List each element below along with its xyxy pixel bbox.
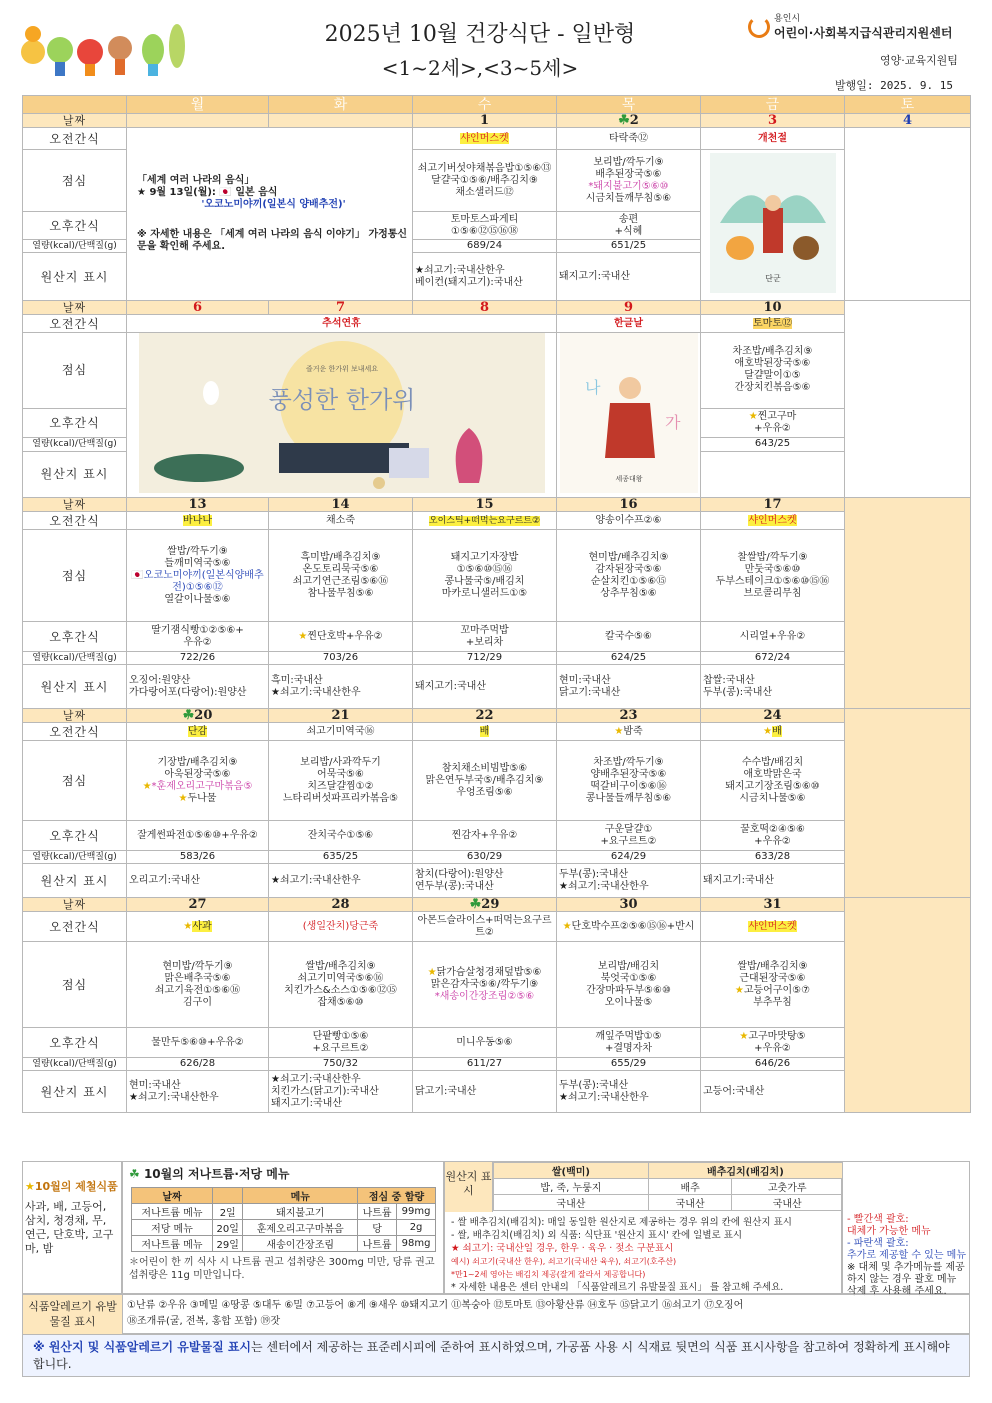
day-fri: 금 (701, 96, 845, 114)
lunch-cell: 보리밥/깍두기⑨ 배추된장국⑤⑥ *돼지불고기⑤⑥⑩ 시금치들깨무침⑤⑥ (557, 150, 701, 212)
clover-icon: ☘ (182, 708, 195, 723)
week1-am-row (23, 128, 971, 150)
am-snack-item: 타락죽⑫ (557, 128, 701, 150)
team-name: 영양·교육지원팀 (880, 54, 958, 67)
menu-table (22, 95, 971, 1113)
star-icon: ★ (427, 966, 437, 978)
seasonal-food-box: ★10월의 제철식품 사과, 배, 고등어, 삼치, 청경채, 무, 연근, 단호박, 고구마, 밤 (22, 1161, 122, 1294)
week3-origin-row: 원산지 표시 오징어:원양산 가다랑어포(다랑어):원양산 흑미:국내산 ★쇠고기:국내산한우 돼지고기:국내산 현미:국내산 닭고기:국내산 찹쌀:국내산 두부(콩):국내산 (23, 665, 971, 709)
svg-text:즐거운 한가위 보내세요: 즐거운 한가위 보내세요 (305, 365, 378, 373)
star-icon: ★ (178, 792, 188, 804)
week3-lunch-row: 점심 쌀밥/깍두기⑨ 들깨미역국⑤⑥ 🇯🇵오코노미야끼(일본식양배추전)①⑤⑥⑫ 열갈이나물⑤⑥ 흑미밥/배추김치⑨ 온도토리묵국⑤⑥ 쇠고기연근조림⑤⑥⑯ 참나물무침⑤⑥ 돼지고기자장밥 ①⑤⑥⑩⑮⑯ 콩나물국⑤/배김치 마카로니샐러드①⑤ 현미밥/배추김치⑨ 감자된장국⑤⑥ 순살치킨①⑤⑥⑮ 상추무침⑤⑥ 찰쌀밥/깍두기⑨ 만둣국⑤⑥⑩ 두부스테이크①⑤⑥⑩⑮⑯ 브로콜리무침 (23, 530, 971, 622)
issue-date: 발행일: 2025. 9. 15 (835, 79, 953, 92)
center-logo-icon (748, 16, 770, 38)
pm-snack-label: 오후간식 (23, 212, 127, 240)
star-icon: ★ (739, 1030, 749, 1042)
low-sodium-table: 날짜 메뉴 점심 중 함량 저나트륨 메뉴 2일 돼지불고기 나트륨 99mg 저당 메뉴 20일 훈제오리고구마볶음 당 2g 저나트륨 메뉴 29일 새송이간장조림 나트륨 98mg (131, 1187, 436, 1252)
bottom-info (22, 1161, 970, 1377)
week3-am-row: 오전간식 바나나 채소죽 오이스틱+떠먹는요구르트② 양송이수프②⑥ 샤인머스켓 (23, 512, 971, 530)
star-icon: ★ (183, 920, 193, 932)
week3-pm-row: 오후간식 딸기잼식빵①②⑤⑥+ 우유② ★찐단호박+우유② 꼬마주먹밥 +보리차 칼국수⑤⑥ 시리얼+우유② (23, 622, 971, 652)
week2-lunch-row: 점심 즐거운 한가위 보내세요 풍성한 한가위 나 가 세종대왕 차조밥/배추김치⑨ 애호박된장국⑤⑥ 달걀말이①⑤ 간장치킨볶음⑤⑥ (23, 333, 971, 409)
star-icon: ★ (25, 1180, 35, 1193)
date-cell: 3 (701, 114, 845, 128)
svg-text:세종대왕: 세종대왕 (614, 475, 643, 483)
date-label: 날짜 (23, 114, 127, 128)
week2-kcal-row: 열량(kcal)/단백질(g) 643/25 (23, 438, 971, 452)
day-wed: 수 (413, 96, 557, 114)
week1-date-row (23, 114, 971, 128)
clover-icon: ☘ (469, 897, 482, 912)
week5-origin-row: 원산지 표시 현미:국내산 ★쇠고기:국내산한우 ★쇠고기:국내산한우 치킨가스(닭고기):국내산 돼지고기:국내산 닭고기:국내산 두부(콩):국내산 ★쇠고기:국내산한우 고등어:국내산 (23, 1071, 971, 1113)
svg-text:나: 나 (584, 378, 600, 397)
vegetable-characters-illustration (15, 14, 190, 84)
chuseok-illustration (127, 333, 557, 498)
week2-date-row: 날짜 6 7 8 9 10 (23, 301, 971, 315)
am-snack-label: 오전간식 (23, 128, 127, 150)
org-city: 용인시 (774, 14, 801, 24)
week4-am-row: 오전간식 단감 쇠고기미역국⑯ 배 ★밤죽 ★배 (23, 723, 971, 741)
week4-lunch-row: 점심 기장밥/배추김치⑨ 아욱된장국⑤⑥ ★*훈제오리고구마볶음⑤ ★두나물 보리밥/사과깍두기 어묵국⑤⑥ 치즈달걀찜①② 느타리버섯파프리카볶음⑤ 참치채소비빔밥⑤⑥ 맑은연두부국⑤/배추김치⑨ 우엉조림⑤⑥ 차조밥/깍두기⑨ 양배추된장국⑤⑥ 떡갈비구이⑤⑥⑯ 콩나물들깨무침⑤⑥ 수수밥/배김치 애호박맑은국 돼지고기장조림⑤⑥⑩ 시금치나물⑤⑥ (23, 741, 971, 821)
week1-kcal-row: 열량(kcal)/단백질(g) 689/24 651/25 (23, 240, 971, 253)
clover-icon: ☘ (129, 1167, 140, 1181)
am-snack-item: 샤인머스켓 (460, 132, 509, 144)
star-icon: ★ (142, 780, 152, 792)
kcal-label: 열량(kcal)/단백질(g) (23, 240, 127, 253)
star-icon: ★ (763, 725, 773, 737)
star-icon: ★ (298, 630, 308, 642)
origin-info-box: 원산지 표시 쌀(백미) 배추김치(배김치) 밥, 죽, 누룽지 배추 고춧가루 국내산 국내산 국내산 - 쌀 배추김치(배김치): 매일 동일한 원산지로 제공하는 경우 위의 칸에 원산지 표시 - 쌀, 배추김치(배김치) 외 식품: 식단표 '원산지 표시' 칸에 일별로 표시 ★ 쇠고기: 국내산일 경우, 한우 · 육우 · 젖소 구분표시 예시) 쇠고기(국내산 한우), 쇠고기(국내산 육우), 쇠고기(호주산) *만1~2세 영아는 배김치 제공(잘게 잘라서 제공합니다) * 자세한 내용은 센터 안내의 「식품알레르기 유발물질 표시」 를 참고해 주세요. (444, 1161, 842, 1294)
week1-pm-row: 오후간식 토마토스파게티 ①⑤⑥⑫⑮⑯⑱ 송편 +식혜 (23, 212, 971, 240)
chuseok-label: 추석연휴 (127, 315, 557, 333)
week3-kcal-row: 열량(kcal)/단백질(g) 722/26 703/26 712/29 624/25 672/24 (23, 652, 971, 665)
holiday-label: 개천절 (701, 128, 845, 150)
page-subtitle: <1~2세>,<3~5세> (381, 56, 579, 80)
allergy-legend: 식품알레르기 유발물질 표시 ①난류 ②우유 ③메밀 ④땅콩 ⑤대두 ⑥밀 ⑦고등어 ⑧게 ⑨새우 ⑩돼지고기 ⑪복숭아 ⑫토마토 ⑬아황산류 ⑭호두 ⑮닭고기 ⑯쇠고기 ⑰오징어 ⑱조개류(굴, 전복, 홍합 포함) ⑲잣 (22, 1294, 970, 1334)
week5-kcal-row: 열량(kcal)/단백질(g) 626/28 750/32 611/27 655/29 646/26 (23, 1058, 971, 1071)
weekday-header-row (23, 96, 971, 114)
date-cell: ☘2 (557, 114, 701, 128)
day-thu: 목 (557, 96, 701, 114)
week2-pm-row: 오후간식 ★찐고구마 +우유② (23, 408, 971, 437)
star-icon: ★ (614, 725, 624, 737)
week4-pm-row: 오후간식 잘게썬파전①⑤⑥⑩+우유② 잔치국수①⑤⑥ 찐감자+우유② 구운달걀① +요구르트② 꿀호떡②④⑤⑥ +우유② (23, 821, 971, 851)
lunch-label: 점심 (23, 150, 127, 212)
day-sat: 토 (845, 96, 971, 114)
star-icon: ★ (734, 984, 744, 996)
svg-text:가: 가 (664, 413, 680, 432)
week4-kcal-row: 열량(kcal)/단백질(g) 583/26 635/25 630/29 624/29 633/28 (23, 851, 971, 864)
svg-text:단군: 단군 (764, 274, 781, 283)
world-food-notice: 「세계 여러 나라의 음식」 ★ 9월 13일(월): 🇯🇵 일본 음식 '오코노미야끼(일본식 양배추전)' ※ 자세한 내용은 「세계 여러 나라의 음식 이야기」 가정통신문을 확인해 주세요. (127, 128, 413, 301)
week2-origin-row: 원산지 표시 (23, 451, 971, 497)
footer-note: ※ 원산지 및 식품알레르기 유발물질 표시는 센터에서 제공하는 표준레시피에 준하여 표시하였으며, 가공품 사용 시 식재료 뒷면의 식품 표시사항을 참고하여 정확하게 표시해야 합니다. (22, 1334, 970, 1377)
date-cell: 4 (845, 114, 971, 128)
seasonal-food-list: 사과, 배, 고등어, 삼치, 청경채, 무, 연근, 단호박, 고구마, 밤 (25, 1200, 114, 1255)
date-cell: 1 (413, 114, 557, 128)
clover-icon: ☘ (618, 113, 630, 128)
day-tue: 화 (269, 96, 413, 114)
week5-am-row: 오전간식 ★사과 (생일잔치)당근죽 아몬드슬라이스+떠먹는요구르트② ★단호박수프②⑤⑥⑮⑯+반시 샤인머스켓 (23, 912, 971, 942)
gaecheonjeol-illustration (701, 150, 845, 301)
org-name (774, 12, 952, 40)
week5-date-row: 날짜 27 28 ☘29 30 31 (23, 898, 971, 912)
day-mon: 월 (127, 96, 269, 114)
header (0, 0, 992, 95)
star-icon: ★ (562, 920, 572, 932)
page-title: 2025년 10월 건강식단 - 일반형 (324, 22, 636, 47)
org-full-name: 어린이·사회복지급식관리지원센터 (774, 26, 953, 40)
week4-origin-row: 원산지 표시 오리고기:국내산 ★쇠고기:국내산한우 참치(다랑어):원양산 연두부(콩):국내산 두부(콩):국내산 ★쇠고기:국내산한우 돼지고기:국내산 (23, 864, 971, 898)
week5-pm-row: 오후간식 물만두⑤⑥⑩+우유② 단팥빵①⑤⑥ +요구르트② 미니우동⑤⑥ 깨잎주먹밥①⑤ +결명자차 ★고구마맛탕⑤ +우유② (23, 1028, 971, 1058)
week5-lunch-row: 점심 현미밥/깍두기⑨ 맑은배추국⑤⑥ 쇠고기육전①⑤⑥⑯ 김구이 쌀밥/배추김치⑨ 쇠고기미역국⑤⑥⑯ 치킨가스&소스①⑤⑥⑫⑮ 잡채⑤⑥⑩ ★닭가슴살청경채덮밥⑤⑥ 맑은감자국⑤⑥/깍두기⑨ *새송이간장조림②⑤⑥ 보리밥/배김치 북엇국①⑤⑥ 간장마파두부⑤⑥⑩ 오이나물⑤ 쌀밥/배추김치⑨ 근대된장국⑤⑥ ★고등어구이⑤⑦ 부추무침 (23, 942, 971, 1028)
bracket-legend: - 빨간색 괄호: 대체가 가능한 메뉴 - 파란색 괄호: 추가로 제공할 수 있는 메뉴 ※ 대체 및 추가메뉴를 제공하지 않는 경우 괄호 메뉴 삭제 후 사용해 주세요. (842, 1161, 970, 1294)
week4-date-row: 날짜 ☘20 21 22 23 24 (23, 709, 971, 723)
lunch-cell: 쇠고기버섯야채볶음밥①⑤⑥⑬ 달걀국①⑤⑥/배추김치⑨ 채소샐러드⑫ (413, 150, 557, 212)
hangul-day-label: 한글날 (557, 315, 701, 333)
lunch-cell: 차조밥/배추김치⑨ 애호박된장국⑤⑥ 달걀말이①⑤ 간장치킨볶음⑤⑥ (701, 333, 845, 409)
svg-text:풍성한 한가위: 풍성한 한가위 (268, 386, 415, 414)
origin-label: 원산지 표시 (23, 253, 127, 301)
star-icon: ★ (748, 410, 758, 422)
low-sodium-sugar-box: ☘ 10월의 저나트륨·저당 메뉴 날짜 메뉴 점심 중 함량 저나트륨 메뉴 2일 돼지불고기 나트륨 99mg 저당 메뉴 20일 훈제오리고구마볶음 당 2g 저나트륨 메뉴 29일 새송이간장조림 나트륨 98mg ＊어린이 한 끼 식사 시 나트륨 권고 섭취량은 300mg 미만, 당류 권고 섭취량은 11g 미만입니다. (122, 1161, 444, 1294)
week2-am-row: 오전간식 추석연휴 한글날 토마토⑫ (23, 315, 971, 333)
week3-date-row: 날짜 13 14 15 16 17 (23, 498, 971, 512)
hangul-day-illustration (557, 333, 701, 498)
week1-origin-row: 원산지 표시 ★쇠고기:국내산한우 베이컨(돼지고기):국내산 돼지고기:국내산 (23, 253, 971, 301)
